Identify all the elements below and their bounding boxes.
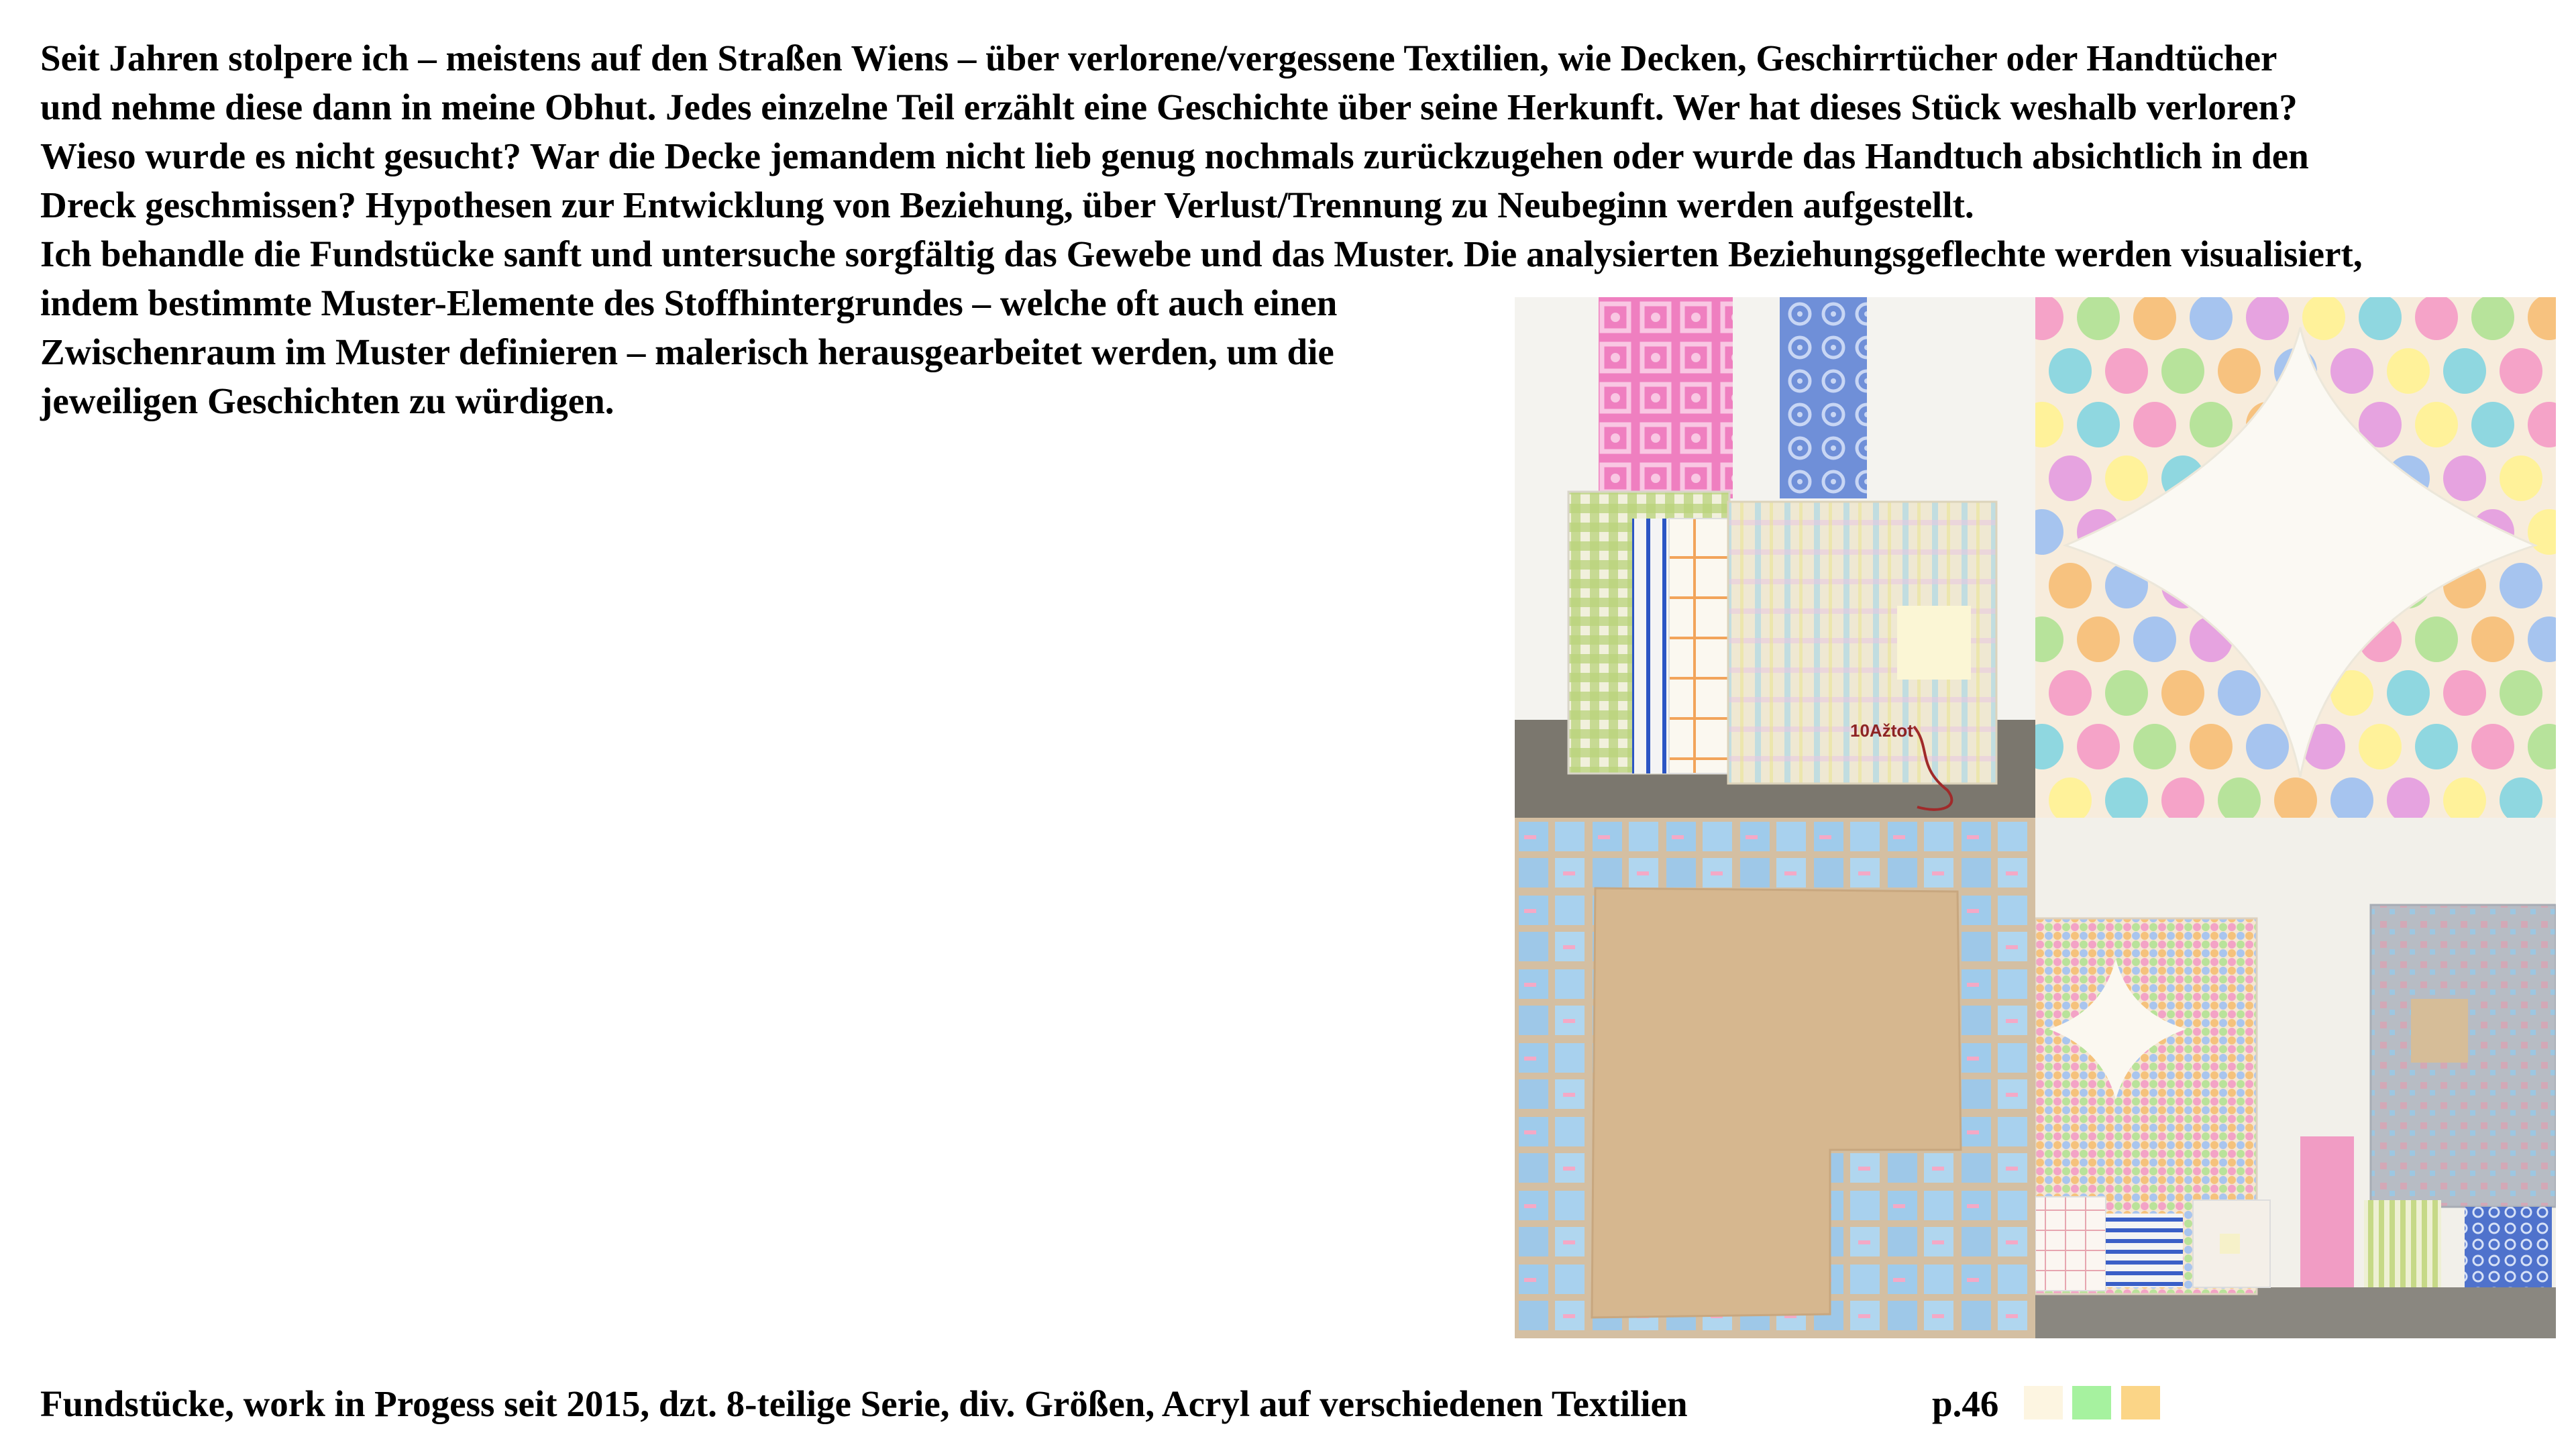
polka-dot bbox=[2330, 348, 2373, 394]
polka-dot bbox=[2133, 616, 2176, 662]
polka-dot bbox=[2105, 455, 2148, 501]
polka-dot bbox=[2471, 724, 2514, 769]
polka-dot bbox=[2443, 670, 2486, 716]
intro-line: Dreck geschmissen? Hypothesen zur Entwicklung von Beziehung, über Verlust/Trennung zu Neubeginn werden aufgestellt. bbox=[40, 184, 1974, 225]
polka-dot bbox=[2471, 402, 2514, 447]
color-swatch-cream bbox=[2024, 1386, 2063, 1419]
polka-dot bbox=[2443, 455, 2486, 501]
polka-dot bbox=[2077, 724, 2120, 769]
artwork-handwritten-label: 10Ažtot bbox=[1850, 720, 1913, 741]
polka-dot bbox=[2190, 402, 2233, 447]
intro-line: Ich behandle die Fundstücke sanft und untersuche sorgfältig das Gewebe und das Muster. Die analysierten Beziehungsgeflechte werden visualisiert, bbox=[40, 233, 2363, 274]
polka-dot bbox=[2161, 670, 2204, 716]
polka-dot bbox=[2415, 616, 2458, 662]
intro-line: Wieso wurde es nicht gesucht? War die Decke jemandem nicht lieb genug nochmals zurückzugehen oder wurde das Handtuch absichtlich in den bbox=[40, 136, 2309, 176]
intro-line: indem bestimmte Muster-Elemente des Stoffhintergrundes – welche oft auch einen bbox=[40, 282, 1338, 323]
polka-dot bbox=[2077, 402, 2120, 447]
polka-dot bbox=[2190, 724, 2233, 769]
polka-dot bbox=[2049, 670, 2092, 716]
polka-dot bbox=[2415, 402, 2458, 447]
polka-dot bbox=[2049, 455, 2092, 501]
polka-dot bbox=[2049, 348, 2092, 394]
photo-studio-overview bbox=[2035, 818, 2556, 1338]
artwork-photo-collage bbox=[1515, 297, 2556, 1338]
polka-dot bbox=[2246, 724, 2289, 769]
intro-line: jeweiligen Geschichten zu würdigen. bbox=[40, 380, 614, 421]
polka-dot bbox=[2105, 348, 2148, 394]
photo-polka-dot-star bbox=[2035, 297, 2556, 818]
polka-dot bbox=[2218, 670, 2261, 716]
polka-dot bbox=[2500, 563, 2542, 608]
page-number: p.46 bbox=[1932, 1383, 1999, 1424]
artwork-caption: Fundstücke, work in Progess seit 2015, dzt. 8-teilige Serie, div. Größen, Acryl auf verschiedenen Textilien bbox=[40, 1383, 1688, 1424]
polka-dot bbox=[2500, 670, 2542, 716]
polka-dot bbox=[2387, 670, 2430, 716]
polka-dot bbox=[2471, 616, 2514, 662]
polka-dot bbox=[2218, 348, 2261, 394]
polka-dot bbox=[2359, 724, 2402, 769]
polka-dot bbox=[2415, 724, 2458, 769]
polka-dot bbox=[2049, 563, 2092, 608]
color-swatch-green bbox=[2072, 1386, 2111, 1419]
intro-line: Zwischenraum im Muster definieren – malerisch herausgearbeitet werden, um die bbox=[40, 331, 1334, 372]
polka-dot bbox=[2500, 348, 2542, 394]
polka-dot bbox=[2133, 402, 2176, 447]
intro-line: Seit Jahren stolpere ich – meistens auf den Straßen Wiens – über verlorene/vergessene Textilien, wie Decken, Geschirrtücher oder Handtücher bbox=[40, 38, 2277, 78]
polka-dot bbox=[2077, 616, 2120, 662]
polka-dot bbox=[2161, 348, 2204, 394]
photo-blue-blanket-square bbox=[1515, 818, 2035, 1338]
photo-studio-canvases bbox=[1515, 297, 2035, 818]
color-swatch-orange bbox=[2121, 1386, 2160, 1419]
polka-dot bbox=[2500, 455, 2542, 501]
polka-dot bbox=[2443, 348, 2486, 394]
polka-dot bbox=[2133, 724, 2176, 769]
intro-line: und nehme diese dann in meine Obhut. Jedes einzelne Teil erzählt eine Geschichte über seine Herkunft. Wer hat dieses Stück weshalb verloren? bbox=[40, 87, 2298, 127]
polka-dot bbox=[2387, 348, 2430, 394]
polka-dot bbox=[2105, 670, 2148, 716]
